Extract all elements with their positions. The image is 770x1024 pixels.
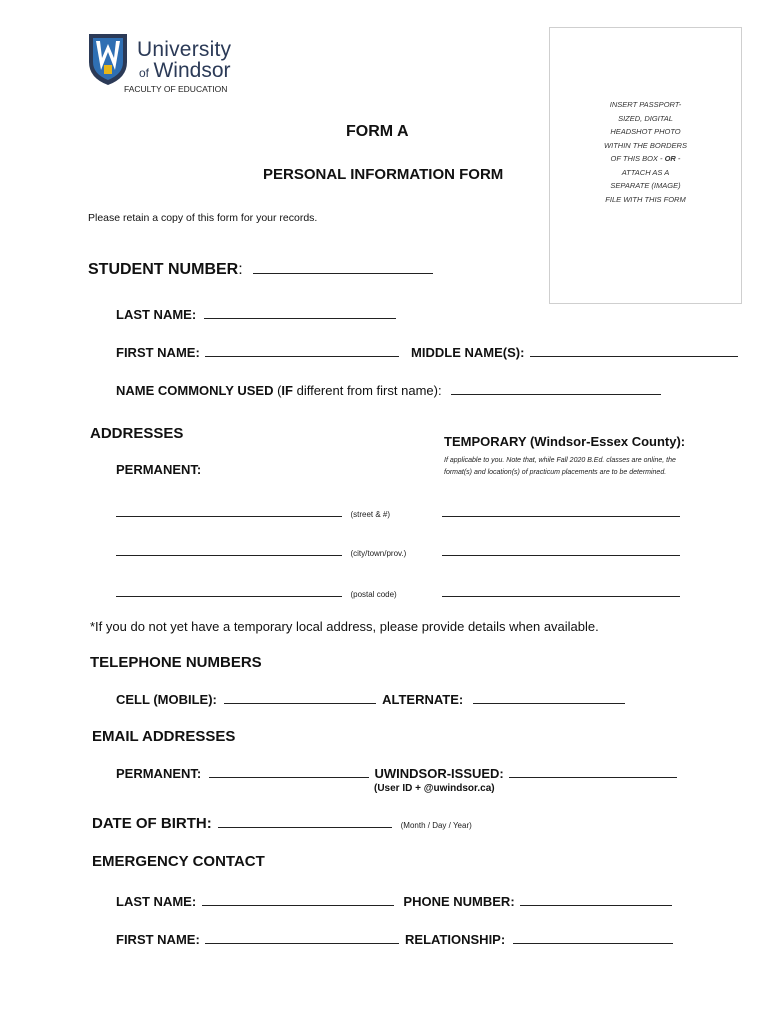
alternate-field[interactable] — [473, 691, 625, 704]
student-number-label: STUDENT NUMBER — [88, 261, 239, 278]
common-name-label: NAME COMMONLY USED — [116, 383, 274, 398]
emergency-heading: EMERGENCY CONTACT — [92, 853, 265, 870]
retain-note: Please retain a copy of this form for your records. — [88, 212, 318, 224]
uwindsor-email-label: UWINDSOR-ISSUED: — [374, 766, 504, 781]
first-name-label: FIRST NAME: — [116, 345, 200, 360]
email-heading: EMAIL ADDRESSES — [92, 728, 236, 745]
common-name-paren: ( — [273, 383, 282, 398]
photo-line: ATTACH AS A — [621, 167, 670, 177]
emergency-phone-label: PHONE NUMBER: — [403, 894, 515, 909]
cell-field[interactable] — [224, 691, 376, 704]
permanent-postal-field[interactable] — [116, 584, 342, 597]
student-number-colon: : — [238, 261, 243, 278]
emergency-first-name-label: FIRST NAME: — [116, 932, 200, 947]
last-name-field[interactable] — [204, 306, 396, 319]
last-name-row — [116, 306, 396, 322]
emergency-row-2 — [116, 931, 673, 947]
emergency-relationship-label: RELATIONSHIP: — [405, 932, 506, 947]
permanent-city-field[interactable] — [116, 543, 342, 556]
middle-names-field[interactable] — [530, 344, 738, 357]
student-number-field[interactable] — [253, 259, 433, 274]
street-hint: (street & #) — [350, 510, 391, 519]
temporary-city-field[interactable] — [442, 543, 680, 556]
student-number-row — [88, 259, 433, 279]
shield-icon — [87, 32, 129, 86]
uwindsor-email-field[interactable] — [509, 765, 677, 778]
email-row — [116, 765, 677, 781]
photo-instructions — [550, 98, 741, 206]
logo-of: of — [139, 66, 150, 80]
emergency-first-name-field[interactable] — [205, 931, 399, 944]
dob-label: DATE OF BIRTH: — [92, 815, 212, 832]
city-hint: (city/town/prov.) — [350, 549, 407, 558]
permanent-city-row — [116, 543, 406, 561]
last-name-label: LAST NAME: — [116, 307, 197, 322]
alternate-label: ALTERNATE: — [382, 692, 464, 707]
photo-line-pre: OF THIS BOX - — [610, 154, 665, 163]
uwindsor-email-hint: (User ID + @uwindsor.ca) — [374, 783, 495, 794]
university-logo — [87, 32, 232, 90]
emergency-relationship-field[interactable] — [513, 931, 673, 944]
address-footnote: *If you do not yet have a temporary local address, please provide details when available. — [90, 619, 599, 634]
telephone-heading: TELEPHONE NUMBERS — [90, 654, 262, 671]
first-name-field[interactable] — [205, 344, 399, 357]
dob-hint: (Month / Day / Year) — [400, 821, 472, 830]
common-name-field[interactable] — [451, 382, 661, 395]
photo-box[interactable] — [549, 27, 742, 304]
photo-line: SIZED, DIGITAL — [618, 113, 673, 123]
permanent-address-label: PERMANENT: — [116, 462, 202, 477]
postal-hint: (postal code) — [350, 590, 397, 599]
common-name-rest: different from first name): — [292, 383, 442, 398]
photo-line-post: - — [675, 154, 681, 163]
photo-line — [550, 152, 741, 166]
middle-names-label: MIDDLE NAME(S): — [411, 345, 525, 360]
permanent-postal-row — [116, 584, 397, 602]
dob-field[interactable] — [218, 815, 392, 828]
first-name-row — [116, 344, 738, 360]
permanent-street-field[interactable] — [116, 504, 342, 517]
emergency-last-name-label: LAST NAME: — [116, 894, 197, 909]
common-name-if: IF — [281, 383, 293, 398]
telephone-row — [116, 691, 625, 707]
faculty-label: FACULTY OF EDUCATION — [124, 84, 228, 94]
permanent-email-label: PERMANENT: — [116, 766, 202, 781]
emergency-row-1 — [116, 893, 672, 909]
cell-label: CELL (MOBILE): — [116, 692, 217, 707]
logo-windsor: Windsor — [153, 59, 231, 82]
temporary-street-field[interactable] — [442, 504, 680, 517]
dob-row — [92, 815, 472, 833]
photo-line: HEADSHOT PHOTO — [610, 127, 681, 136]
logo-university: University — [137, 38, 232, 61]
permanent-email-field[interactable] — [209, 765, 369, 778]
photo-line-or: OR — [664, 154, 676, 163]
form-subtitle: PERSONAL INFORMATION FORM — [263, 166, 504, 183]
emergency-phone-field[interactable] — [520, 893, 672, 906]
photo-line: INSERT PASSPORT- — [609, 100, 682, 109]
photo-line: SEPARATE (IMAGE) — [610, 181, 681, 190]
photo-line: WITHIN THE BORDERS — [604, 140, 687, 150]
temporary-note: If applicable to you. Note that, while Fall 2020 B.Ed. classes are online, the format(s) and location(s) of practicum placements are to be determined. — [444, 457, 676, 476]
form-title: FORM A — [346, 123, 409, 140]
addresses-heading: ADDRESSES — [90, 425, 184, 442]
logo-of-windsor — [139, 59, 231, 83]
emergency-last-name-field[interactable] — [202, 893, 394, 906]
common-name-row — [116, 382, 661, 398]
permanent-street-row — [116, 504, 390, 522]
temporary-label: TEMPORARY (Windsor-Essex County): — [444, 434, 686, 449]
temporary-postal-field[interactable] — [442, 584, 680, 597]
photo-line: FILE WITH THIS FORM — [605, 194, 686, 204]
